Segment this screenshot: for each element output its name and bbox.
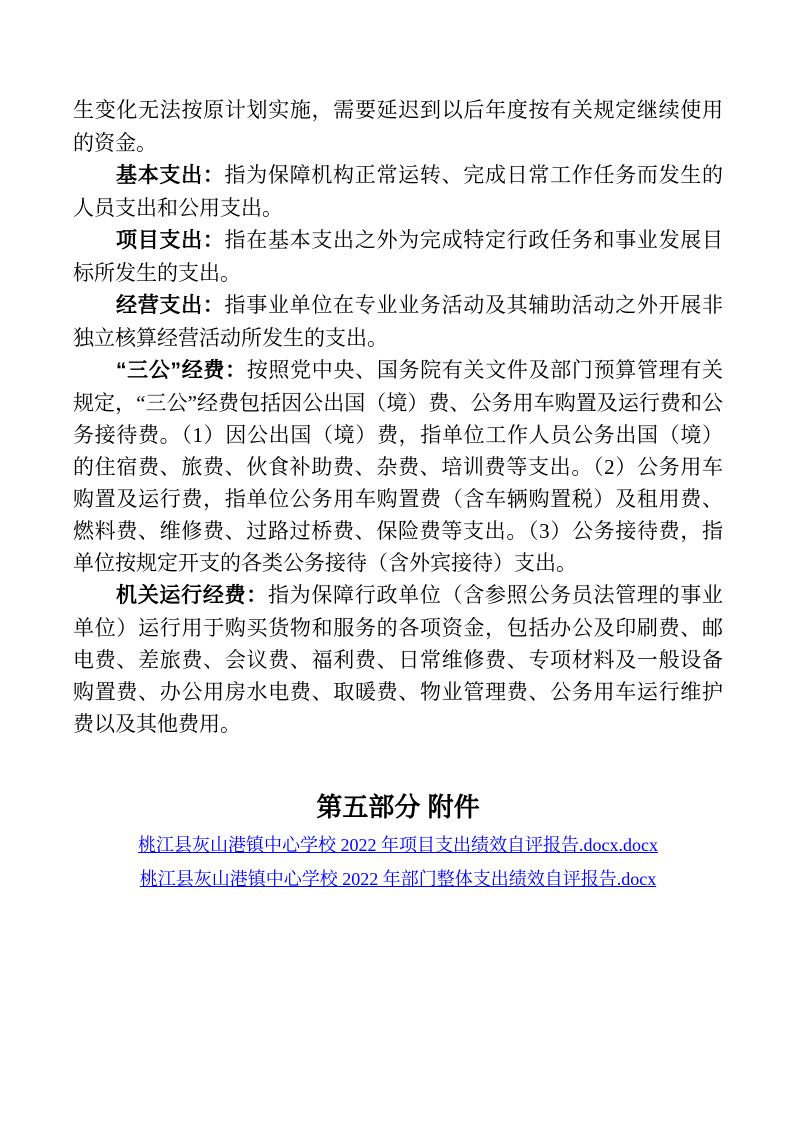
paragraph-text: 指为保障机构正常运转、完成日常工作任务而发生的人员支出和公用支出。 xyxy=(73,163,724,220)
section-heading: 第五部分 附件 xyxy=(316,792,480,822)
body-paragraph xyxy=(73,159,723,224)
attachment-row xyxy=(73,829,723,863)
paragraph-text: 指在基本支出之外为完成特定行政任务和事业发展目标所发生的支出。 xyxy=(73,228,724,285)
paragraph-text: 指事业单位在专业业务活动及其辅助活动之外开展非独立核算经营活动所发生的支出。 xyxy=(73,293,724,350)
attachment-link-1[interactable]: 桃江县灰山港镇中心学校 2022 年项目支出绩效自评报告.docx.docx xyxy=(138,835,658,855)
body-paragraph xyxy=(73,94,723,159)
attachment-link-2[interactable]: 桃江县灰山港镇中心学校 2022 年部门整体支出绩效自评报告.docx xyxy=(139,869,657,889)
term-label: “三公”经费： xyxy=(116,359,247,382)
term-label: 项目支出： xyxy=(116,229,225,252)
document-body xyxy=(73,94,723,897)
body-paragraph xyxy=(73,289,723,354)
term-label: 经营支出： xyxy=(116,294,225,317)
term-label: 基本支出： xyxy=(116,164,225,187)
paragraph-text: 指为保障行政单位（含参照公务员法管理的事业单位）运行用于购买货物和服务的各项资金，包括办公及印刷费、邮电费、差旅费、会议费、福利费、日常维修费、专项材料及一般设备购置费、办公用房水电费、取暖费、物业管理费、公务用车运行维护费以及其他费用。 xyxy=(73,583,724,736)
body-paragraph xyxy=(73,354,723,579)
attachments-list xyxy=(73,829,723,897)
term-label: 机关运行经费： xyxy=(116,584,268,607)
body-paragraph xyxy=(73,579,723,740)
paragraph-text: 生变化无法按原计划实施，需要延迟到以后年度按有关规定继续使用的资金。 xyxy=(73,98,723,155)
attachment-row xyxy=(73,863,723,897)
paragraph-text: 按照党中央、国务院有关文件及部门预算管理有关规定，“三公”经费包括因公出国（境）费、公务用车购置及运行费和公务接待费。（1）因公出国（境）费，指单位工作人员公务出国（境）的住宿费、旅费、伙食补助费、杂费、培训费等支出。（2）公务用车购置及运行费，指单位公务用车购置费（含车辆购置税）及租用费、燃料费、维修费、过路过桥费、保险费等支出。（3）公务接待费，指单位按规定开支的各类公务接待（含外宾接待）支出。 xyxy=(73,358,723,575)
body-paragraph xyxy=(73,224,723,289)
